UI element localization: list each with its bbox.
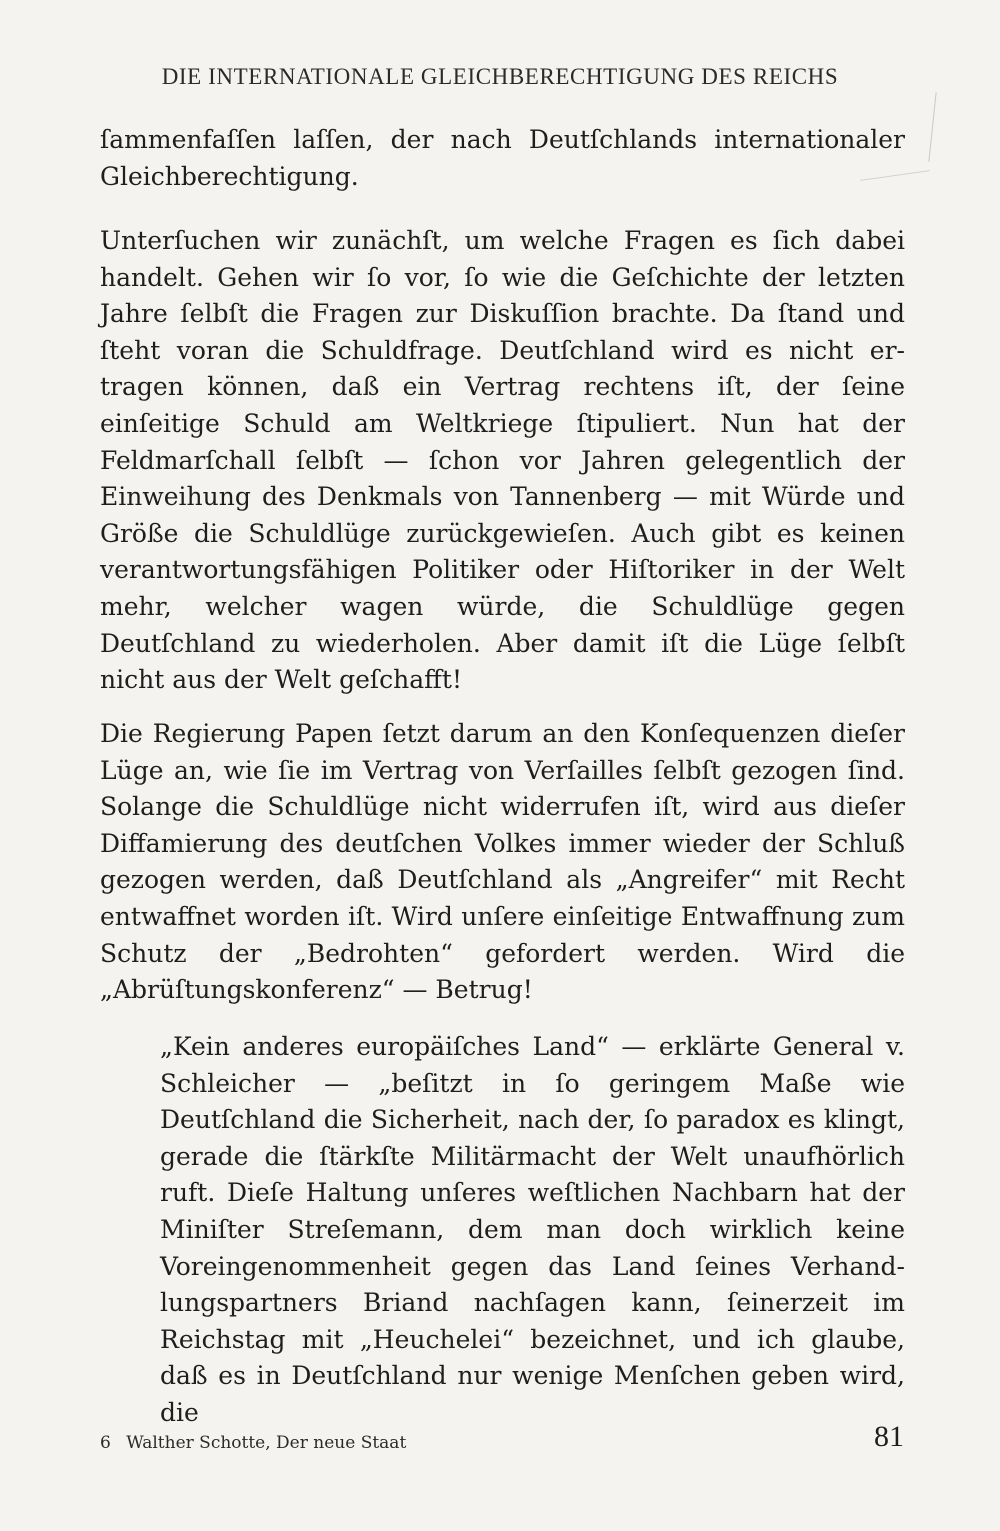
paragraph-schuldfrage: Unterſuchen wir zunächſt, um welche Fragen es ſich dabei handelt. Gehen wir ſo vor, ſo wie die Geſchichte der letzten Jahre ſelbſt die Fragen zur Diskuſſion brachte. Da ſtand und ſteht voran die Schuldfrage. Deutſchland wird es nicht ertragen können, daß ein Vertrag rechtens iſt, der ſeine einſeitige Schuld am Weltkriege ſtipuliert. Nun hat der Feldmarſchall ſelbſt — ſchon vor Jahren gelegentlich der Einweihung des Denkmals von Tannenberg — mit Würde und Größe die Schuldlüge zurückgewieſen. Auch gibt es keinen verantwortungsfähigen Politiker oder Hiſtoriker in der Welt mehr, welcher wagen würde, die Schuldlüge gegen Deutſchland zu wiederholen. Aber damit iſt die Lüge ſelbſt nicht aus der Welt geſchafft! bbox=[100, 226, 905, 695]
signature-line bbox=[100, 1433, 406, 1453]
running-head: DIE INTERNATIONALE GLEICHBERECHTIGUNG DES REICHS bbox=[161, 64, 839, 89]
pencil-mark bbox=[928, 92, 936, 162]
block-quote-schleicher: „Kein anderes europäiſches Land“ — erklärte General v. Schleicher — „beſitzt in ſo geringem Maße wie Deutſchland die Sicherheit, nach der, ſo paradox es klingt, gerade die ſtärkſte Militärmacht der Welt unaufhörlich ruft. Dieſe Haltung unſeres weſtlichen Nachbarn hat der Miniſter Streſemann, dem man doch wirklich keine Voreingenommenheit gegen das Land ſeines Verhandlungspartners Briand nachſagen kann, ſeinerzeit im Reichstag mit „Heuchelei“ bezeichnet, und ich glaube, daß es in Deutſchland nur wenige Menſchen geben wird, die bbox=[160, 1032, 905, 1427]
signature-text: Walther Schotte, Der neue Staat bbox=[126, 1433, 407, 1453]
signature-number: 6 bbox=[100, 1433, 111, 1453]
page-number: 81 bbox=[874, 1420, 904, 1453]
paragraph-regierung-papen: Die Regierung Papen ſetzt darum an den Konſequenzen dieſer Lüge an, wie ſie im Vertrag von Verſailles ſelbſt gezogen ſind. Solange die Schuldlüge nicht widerrufen iſt, wird aus dieſer Diffamierung des deutſchen Volkes immer wieder der Schluß gezogen werden, daß Deutſchland als „Angreifer“ mit Recht entwaffnet worden iſt. Wird unſere einſeitige Entwaffnung zum Schutz der „Bedrohten“ gefordert werden. Wird die „Abrüſtungskonferenz“ — Betrug! bbox=[100, 719, 905, 1005]
paragraph-continued: ſammenfaſſen laſſen, der nach Deutſchlands internationaler Gleichberechtigung. bbox=[100, 125, 905, 191]
